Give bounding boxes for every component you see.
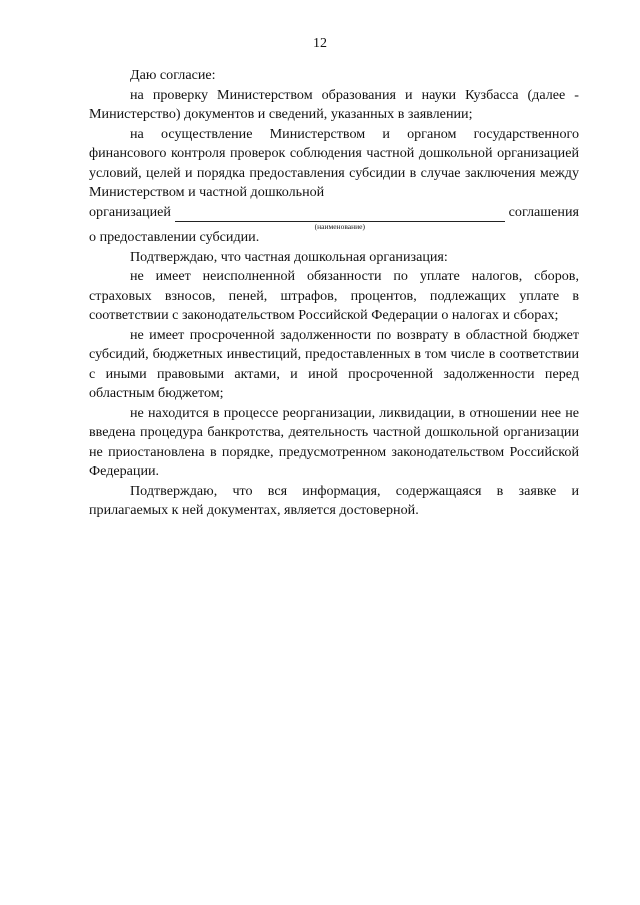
item-no-reorganization: не находится в процессе реорганизации, ликвидации, в отношении нее не введена процедура банкротства, деятельность частной дошкольной организации не приостановлена в порядке, предусмотренном законодательством Российской Федерации. xyxy=(89,404,579,479)
organization-name-blank xyxy=(175,206,505,231)
organization-line-continuation: о предоставлении субсидии. xyxy=(89,229,260,245)
organization-line xyxy=(89,203,579,231)
final-confirmation: Подтверждаю, что вся информация, содержащаяся в заявке и прилагаемых к ней документах, является достоверной. xyxy=(89,482,579,518)
document-body xyxy=(89,66,579,521)
consent-control-paragraph: на осуществление Министерством и органом государственного финансового контроля проверок соблюдения частной дошкольной организацией условий, целей и порядка предоставления субсидии в случае заключения между Министерством и частной дошкольной xyxy=(89,125,579,200)
consent-heading: Даю согласие: xyxy=(130,67,216,83)
item-no-overdue-debt: не имеет просроченной задолженности по возврату в областной бюджет субсидий, бюджетных инвестиций, предоставленных в том числе в соответствии с иными правовыми актами, и иной просроченной задолженности перед областным бюджетом; xyxy=(89,326,579,401)
consent-check-paragraph: на проверку Министерством образования и науки Кузбасса (далее - Министерство) документов и сведений, указанных в заявлении; xyxy=(89,86,579,122)
confirm-heading: Подтверждаю, что частная дошкольная организация: xyxy=(130,248,448,265)
item-no-tax-debt: не имеет неисполненной обязанности по уплате налогов, сборов, страховых взносов, пеней, штрафов, процентов, подлежащих уплате в соответствии с законодательством Российской Федерации о налогах и сборах; xyxy=(89,268,579,323)
organization-line-tail: соглашения xyxy=(508,203,579,220)
organization-name-caption: (наименование) xyxy=(314,222,365,231)
page-number: 12 xyxy=(313,36,327,51)
organization-line-lead: организацией xyxy=(89,203,171,220)
